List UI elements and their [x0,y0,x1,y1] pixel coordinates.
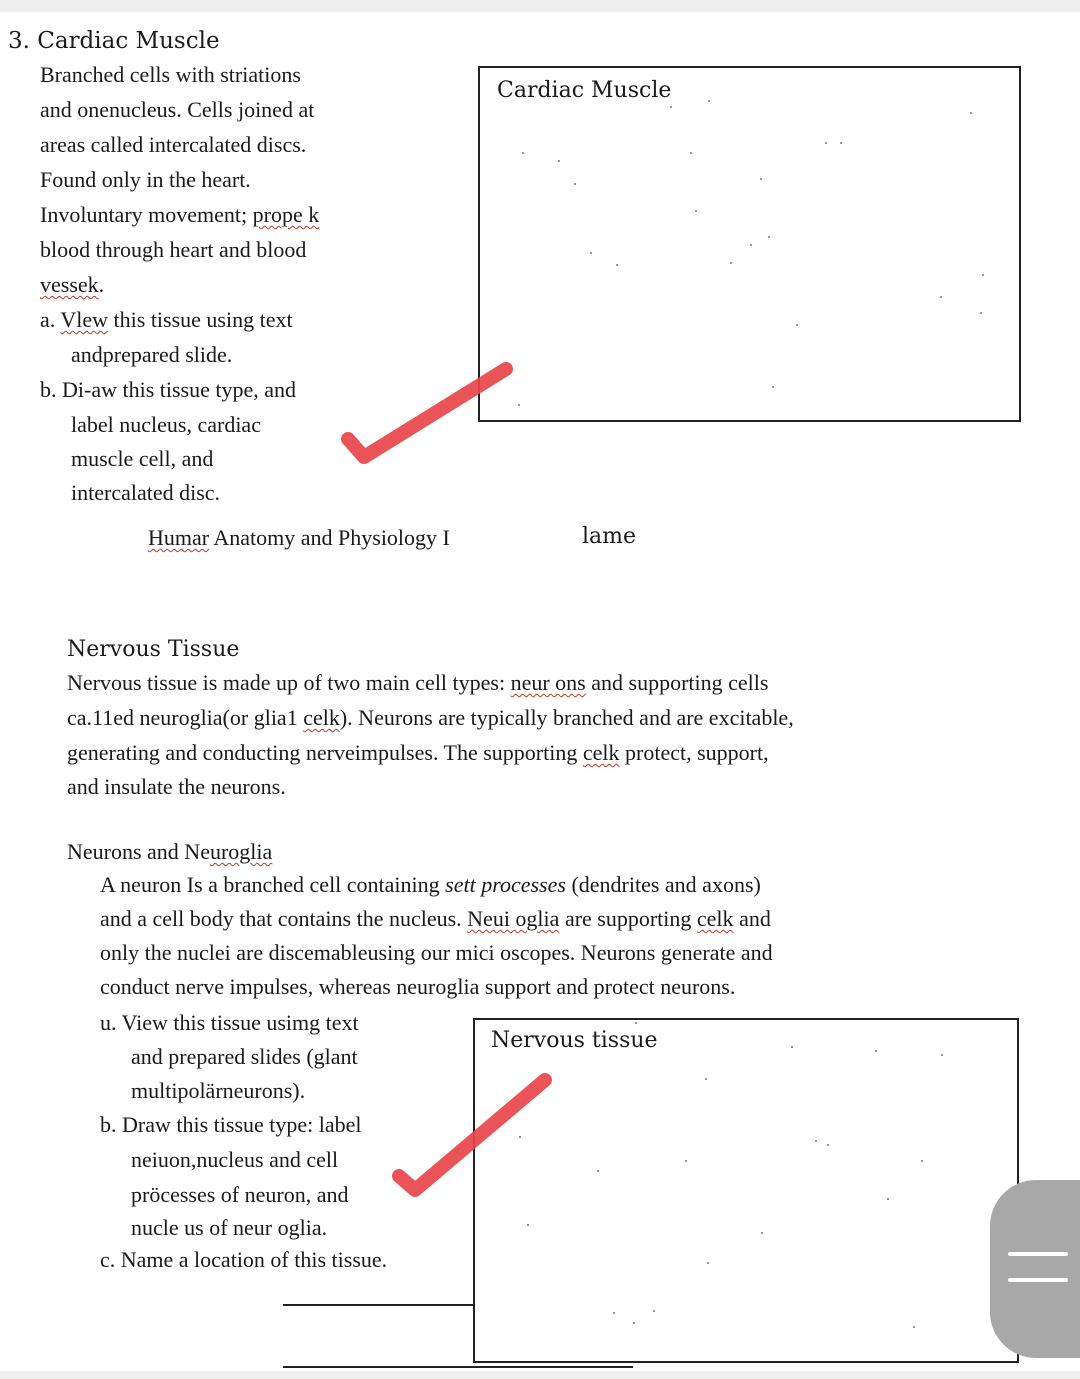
nervous-paragraph-line-1 [67,670,768,696]
misspelled-word: prope k [252,202,320,227]
text-run: Nervous tissue is made up of two main cell types: [67,670,511,695]
speck [887,1198,889,1200]
speck [982,274,984,276]
neurons-item-b-line-1: b. Draw this tissue type: label [100,1112,362,1137]
speck [707,1262,709,1264]
nervous-heading: Nervous Tissue [67,637,240,662]
neurons-heading [67,839,272,865]
neurons-item-u-line-1: u. View this tissue usimg text [100,1010,359,1035]
speck [616,264,618,266]
speck [685,1160,687,1162]
cardiac-desc-line-2: and onenucleus. Cells joined at [40,97,315,122]
item-a-rest: this tissue using text [108,307,293,332]
misspelled-word: celk [582,740,620,765]
cardiac-desc-line-7 [40,272,104,298]
text-run: protect, support, [619,740,769,765]
course-title-rest: Anatomy and Physiology I [209,525,450,550]
nervous-paragraph-line-3 [67,740,769,766]
speck [690,152,692,154]
speck [760,178,762,180]
neurons-item-b-line-3: pröcesses of neuron, and [131,1182,349,1207]
speck [597,1170,599,1172]
speck [574,183,576,185]
speck [941,1054,943,1056]
course-title [148,525,450,551]
text-run: and supporting cells [585,670,769,695]
cardiac-item-a-line-2: andprepared slide. [71,342,233,367]
cardiac-item-b-line-3: muscle cell, and [71,446,214,471]
speck [527,1224,529,1226]
speck [633,1322,635,1324]
misspelled-word: vessek [40,272,99,297]
misspelled-word: uroglia [209,839,273,864]
text-run: and a cell body that contains the nucleus. [100,906,468,931]
speck [558,160,560,162]
text-run: generating and conducting nerveimpulses. The supporting [67,740,583,765]
red-checkmark-icon [330,355,520,475]
speck [670,106,672,108]
cardiac-item-a [40,307,293,333]
speck [875,1050,877,1052]
nervous-box-title: Nervous tissue [491,1028,658,1053]
neurons-line-4: conduct nerve impulses, whereas neuroglia support and protect neurons. [100,974,736,999]
neurons-item-b-line-2: neiuon,nucleus and cell [131,1147,339,1172]
grip-line [1008,1278,1068,1282]
cardiac-desc-line-6: blood through heart and blood [40,237,307,262]
speck [750,244,752,246]
speck [708,100,710,102]
speck [815,1140,817,1142]
speck [653,1310,655,1312]
bottom-edge [0,1371,1080,1379]
nervous-paragraph-line-2 [67,705,794,731]
nervous-paragraph-line-4: and insulate the neurons. [67,774,286,799]
speck [980,312,982,314]
speck [705,1078,707,1080]
red-checkmark-icon [385,1068,560,1203]
misspelled-word: celk [696,906,734,931]
cardiac-box-title: Cardiac Muscle [497,78,672,103]
speck [791,1046,793,1048]
top-edge [0,0,1080,12]
neurons-line-2 [100,906,771,932]
cardiac-heading: 3. Cardiac Muscle [8,28,220,54]
cardiac-item-b-line-4: intercalated disc. [71,480,221,505]
speck [695,210,697,212]
speck [796,324,798,326]
scroll-handle-icon[interactable] [990,1180,1080,1358]
neurons-line-1 [100,872,761,898]
answer-line[interactable] [283,1366,633,1368]
italic-text: sett processes [445,872,566,897]
cardiac-drawing-box[interactable] [478,66,1021,422]
grip-line [1008,1252,1068,1256]
speck [522,152,524,154]
neurons-item-b-line-4: nucle us of neur oglia. [131,1215,328,1240]
text-run: and [733,906,771,931]
text-run: (dendrites and axons) [565,872,761,897]
speck [730,262,732,264]
speck [913,1326,915,1328]
cardiac-desc-line-1: Branched cells with striations [40,62,301,87]
text-run: Neurons and Ne [67,839,210,864]
neurons-line-3: only the nuclei are discemableusing our mici oscopes. Neurons generate and [100,940,773,965]
speck [970,112,972,114]
speck [940,296,942,298]
text-run: A neuron Is a branched cell containing [100,872,446,897]
text-run: are supporting [559,906,697,931]
period: . [98,272,105,297]
cardiac-desc-line-5-text: Involuntary movement; [40,202,248,227]
misspelled-word: neur ons [510,670,586,695]
misspelled-word: Humar [148,525,210,550]
misspelled-word: celk [303,705,340,730]
cardiac-item-b-line-1: b. Di-aw this tissue type, and [40,377,297,402]
name-label: lame [582,524,637,549]
neurons-item-u-line-2: and prepared slides (glant [131,1044,358,1069]
neurons-item-u-line-3: multipolärneurons). [131,1078,306,1103]
neurons-item-c: c. Name a location of this tissue. [100,1247,388,1272]
speck [635,1022,637,1024]
speck [921,1160,923,1162]
cardiac-desc-line-5 [40,202,319,228]
text-run: ). Neurons are typically branched and are excitable, [339,705,794,730]
speck [772,386,774,388]
cardiac-desc-line-4: Found only in the heart. [40,167,251,192]
text-run: ca.11ed neuroglia(or glia1 [67,705,304,730]
speck [761,1232,763,1234]
speck [827,1144,829,1146]
speck [590,252,592,254]
speck [840,142,842,144]
cardiac-desc-line-3: areas called intercalated discs. [40,132,307,157]
cardiac-item-b-line-2: label nucleus, cardiac [71,412,261,437]
speck [825,142,827,144]
misspelled-word: Vlew [60,307,109,332]
item-a-prefix: a. [40,307,61,332]
misspelled-word: Neui oglia [467,906,560,931]
speck [613,1312,615,1314]
speck [768,236,770,238]
